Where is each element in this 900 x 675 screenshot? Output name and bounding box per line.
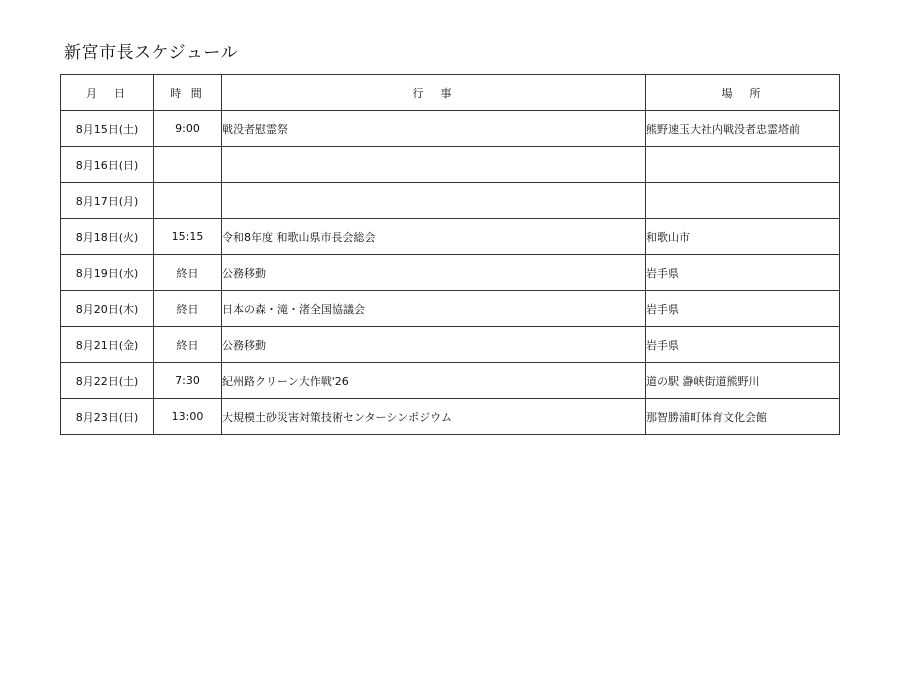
row-time <box>154 147 222 183</box>
table-row <box>61 183 840 219</box>
row-place: 岩手県 <box>646 255 840 291</box>
row-date: 8月15日(土) <box>61 111 154 147</box>
row-place: 道の駅 瀞峡街道熊野川 <box>646 363 840 399</box>
row-date: 8月23日(日) <box>61 399 154 435</box>
row-event: 戦没者慰霊祭 <box>222 111 646 147</box>
table-row <box>61 111 840 147</box>
row-time: 7:30 <box>154 363 222 399</box>
row-time: 15:15 <box>154 219 222 255</box>
row-time <box>154 183 222 219</box>
schedule-table <box>60 74 840 435</box>
row-event: 令和8年度 和歌山県市長会総会 <box>222 219 646 255</box>
row-event: 大規模土砂災害対策技術センターシンポジウム <box>222 399 646 435</box>
row-date: 8月22日(土) <box>61 363 154 399</box>
row-time: 13:00 <box>154 399 222 435</box>
table-row <box>61 147 840 183</box>
row-event: 紀州路クリーン大作戦'26 <box>222 363 646 399</box>
table-row <box>61 399 840 435</box>
header-time: 時 間 <box>154 75 222 111</box>
table-row <box>61 291 840 327</box>
row-place: 熊野速玉大社内戦没者忠霊塔前 <box>646 111 840 147</box>
row-event: 公務移動 <box>222 327 646 363</box>
page-title: 新宮市長スケジュール <box>64 43 238 63</box>
row-time: 終日 <box>154 291 222 327</box>
row-place: 那智勝浦町体育文化会館 <box>646 399 840 435</box>
row-date: 8月18日(火) <box>61 219 154 255</box>
row-place: 岩手県 <box>646 327 840 363</box>
row-time: 終日 <box>154 255 222 291</box>
header-event: 行 事 <box>222 75 646 111</box>
row-time: 9:00 <box>154 111 222 147</box>
row-date: 8月21日(金) <box>61 327 154 363</box>
row-place <box>646 147 840 183</box>
row-event <box>222 183 646 219</box>
header-date: 月 日 <box>61 75 154 111</box>
row-event: 公務移動 <box>222 255 646 291</box>
row-event: 日本の森・滝・渚全国協議会 <box>222 291 646 327</box>
table-row <box>61 219 840 255</box>
table-header-row <box>61 75 840 111</box>
row-place: 和歌山市 <box>646 219 840 255</box>
row-place <box>646 183 840 219</box>
table-row <box>61 255 840 291</box>
header-place: 場 所 <box>646 75 840 111</box>
row-date: 8月20日(木) <box>61 291 154 327</box>
row-date: 8月17日(月) <box>61 183 154 219</box>
row-time: 終日 <box>154 327 222 363</box>
table-row <box>61 327 840 363</box>
table-row <box>61 363 840 399</box>
row-place: 岩手県 <box>646 291 840 327</box>
row-date: 8月19日(水) <box>61 255 154 291</box>
row-event <box>222 147 646 183</box>
row-date: 8月16日(日) <box>61 147 154 183</box>
